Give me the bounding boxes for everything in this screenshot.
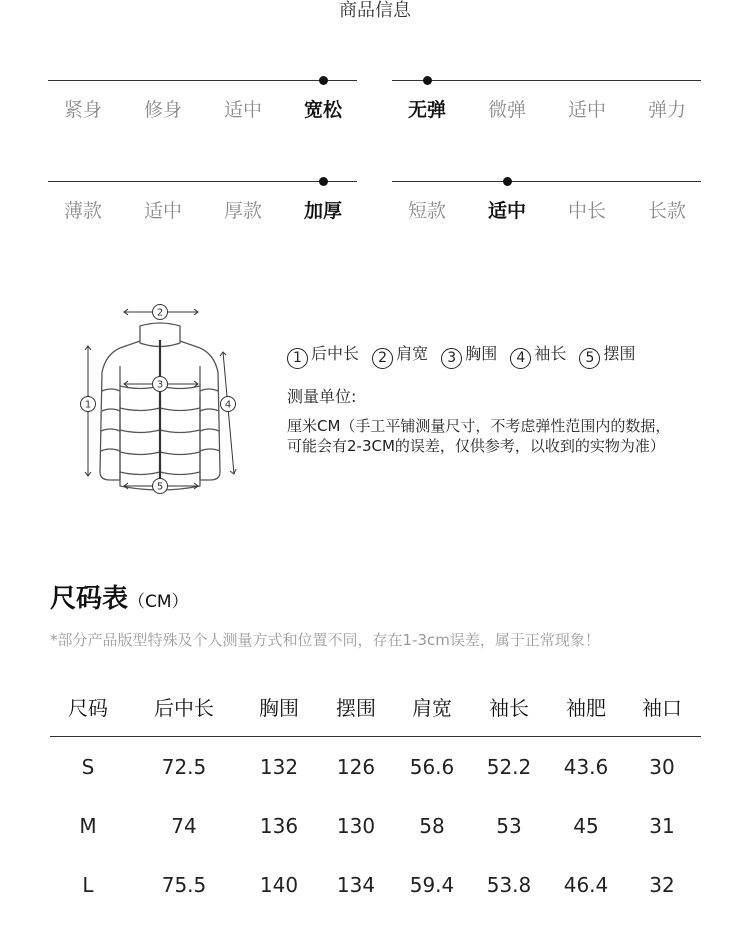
legend-number: 3 [441, 348, 462, 369]
unit-description [287, 416, 707, 456]
scale-option: 适中 [487, 200, 526, 222]
scale-option: 加厚 [303, 200, 342, 222]
table-cell: 53.8 [486, 873, 532, 897]
table-row [50, 870, 701, 900]
table-cell: L [82, 873, 94, 897]
legend-number: 2 [372, 348, 393, 369]
legend-number: 4 [510, 348, 531, 369]
table-cell: M [79, 814, 97, 838]
table-cell: 74 [171, 814, 197, 838]
header-cell: 袖口 [642, 696, 682, 720]
scale-option: 长款 [647, 200, 686, 222]
scale-option: 短款 [407, 200, 446, 222]
jacket-measurement-diagram [68, 296, 258, 500]
scale-option: 紧身 [63, 99, 102, 121]
header-cell: 袖长 [489, 696, 529, 720]
scale-line [48, 181, 357, 182]
legend-item [579, 343, 635, 369]
table-cell: 58 [419, 814, 445, 838]
legend-label: 肩宽 [396, 344, 429, 363]
scale-indicator-dot [423, 76, 432, 85]
svg-text:2: 2 [156, 307, 164, 319]
scale-option: 无弹 [407, 99, 446, 121]
legend-item [287, 343, 359, 369]
legend-item [372, 343, 428, 369]
header-cell: 尺码 [68, 696, 108, 720]
table-row [50, 752, 701, 782]
legend-number: 5 [579, 348, 600, 369]
table-cell: 45 [573, 814, 599, 838]
table-cell: 126 [336, 755, 376, 779]
measurement-legend [287, 343, 643, 369]
scale-option: 适中 [567, 99, 606, 121]
scale-option: 适中 [143, 200, 182, 222]
table-cell: 46.4 [563, 873, 609, 897]
table-cell: 56.6 [409, 755, 455, 779]
table-cell: 32 [649, 873, 675, 897]
size-table-header [50, 693, 701, 723]
scale-option: 修身 [143, 99, 182, 121]
size-chart-title-text: 尺码表 [50, 584, 129, 614]
legend-item [510, 343, 566, 369]
header-cell: 肩宽 [412, 696, 452, 720]
length-scale [392, 181, 701, 241]
table-cell: 72.5 [161, 755, 207, 779]
elasticity-scale [392, 80, 701, 140]
scale-line [392, 181, 701, 182]
size-chart-title [50, 583, 189, 618]
table-cell: 130 [336, 814, 376, 838]
unit-description-line: 可能会有2-3CM的误差，仅供参考，以收到的实物为准） [287, 437, 665, 455]
legend-label: 摆围 [603, 344, 636, 363]
table-cell: 134 [336, 873, 376, 897]
scale-option: 薄款 [63, 200, 102, 222]
legend-item [441, 343, 497, 369]
scale-option: 中长 [567, 200, 606, 222]
table-cell: 43.6 [563, 755, 609, 779]
legend-label: 胸围 [465, 344, 498, 363]
header-cell: 后中长 [154, 696, 214, 720]
table-cell: 30 [649, 755, 675, 779]
table-cell: 59.4 [409, 873, 455, 897]
scale-indicator-dot [503, 177, 512, 186]
table-cell: 53 [496, 814, 522, 838]
svg-text:3: 3 [156, 379, 164, 391]
scale-indicator-dot [319, 177, 328, 186]
legend-label: 后中长 [311, 344, 360, 363]
unit-title: 测量单位: [287, 387, 357, 406]
scale-indicator-dot [319, 76, 328, 85]
fit-scale [48, 80, 357, 140]
thickness-scale [48, 181, 357, 241]
scale-option: 适中 [223, 99, 262, 121]
table-cell: 52.2 [486, 755, 532, 779]
table-row [50, 811, 701, 841]
size-chart-unit: （CM） [128, 592, 189, 612]
table-divider [50, 736, 701, 737]
header-cell: 摆围 [336, 696, 376, 720]
table-cell: 132 [259, 755, 299, 779]
legend-label: 袖长 [534, 344, 567, 363]
table-cell: 136 [259, 814, 299, 838]
size-chart-note: *部分产品版型特殊及个人测量方式和位置不同，存在1-3cm误差，属于正常现象！ [50, 631, 600, 649]
scale-line [48, 80, 357, 81]
scale-option: 微弹 [487, 99, 526, 121]
table-cell: S [81, 755, 95, 779]
scale-option: 弹力 [647, 99, 686, 121]
scale-line [392, 80, 701, 81]
svg-text:1: 1 [84, 399, 92, 411]
unit-description-line: 厘米CM（手工平铺测量尺寸，不考虑弹性范围内的数据， [287, 417, 671, 435]
table-cell: 75.5 [161, 873, 207, 897]
svg-text:4: 4 [224, 399, 232, 411]
legend-number: 1 [287, 348, 308, 369]
header-cell: 胸围 [259, 696, 299, 720]
header-cell: 袖肥 [566, 696, 606, 720]
table-cell: 140 [259, 873, 299, 897]
scale-option: 宽松 [303, 99, 342, 121]
section-title-product-info: 商品信息 [339, 0, 411, 21]
svg-text:5: 5 [156, 481, 164, 493]
scale-option: 厚款 [223, 200, 262, 222]
table-cell: 31 [649, 814, 675, 838]
